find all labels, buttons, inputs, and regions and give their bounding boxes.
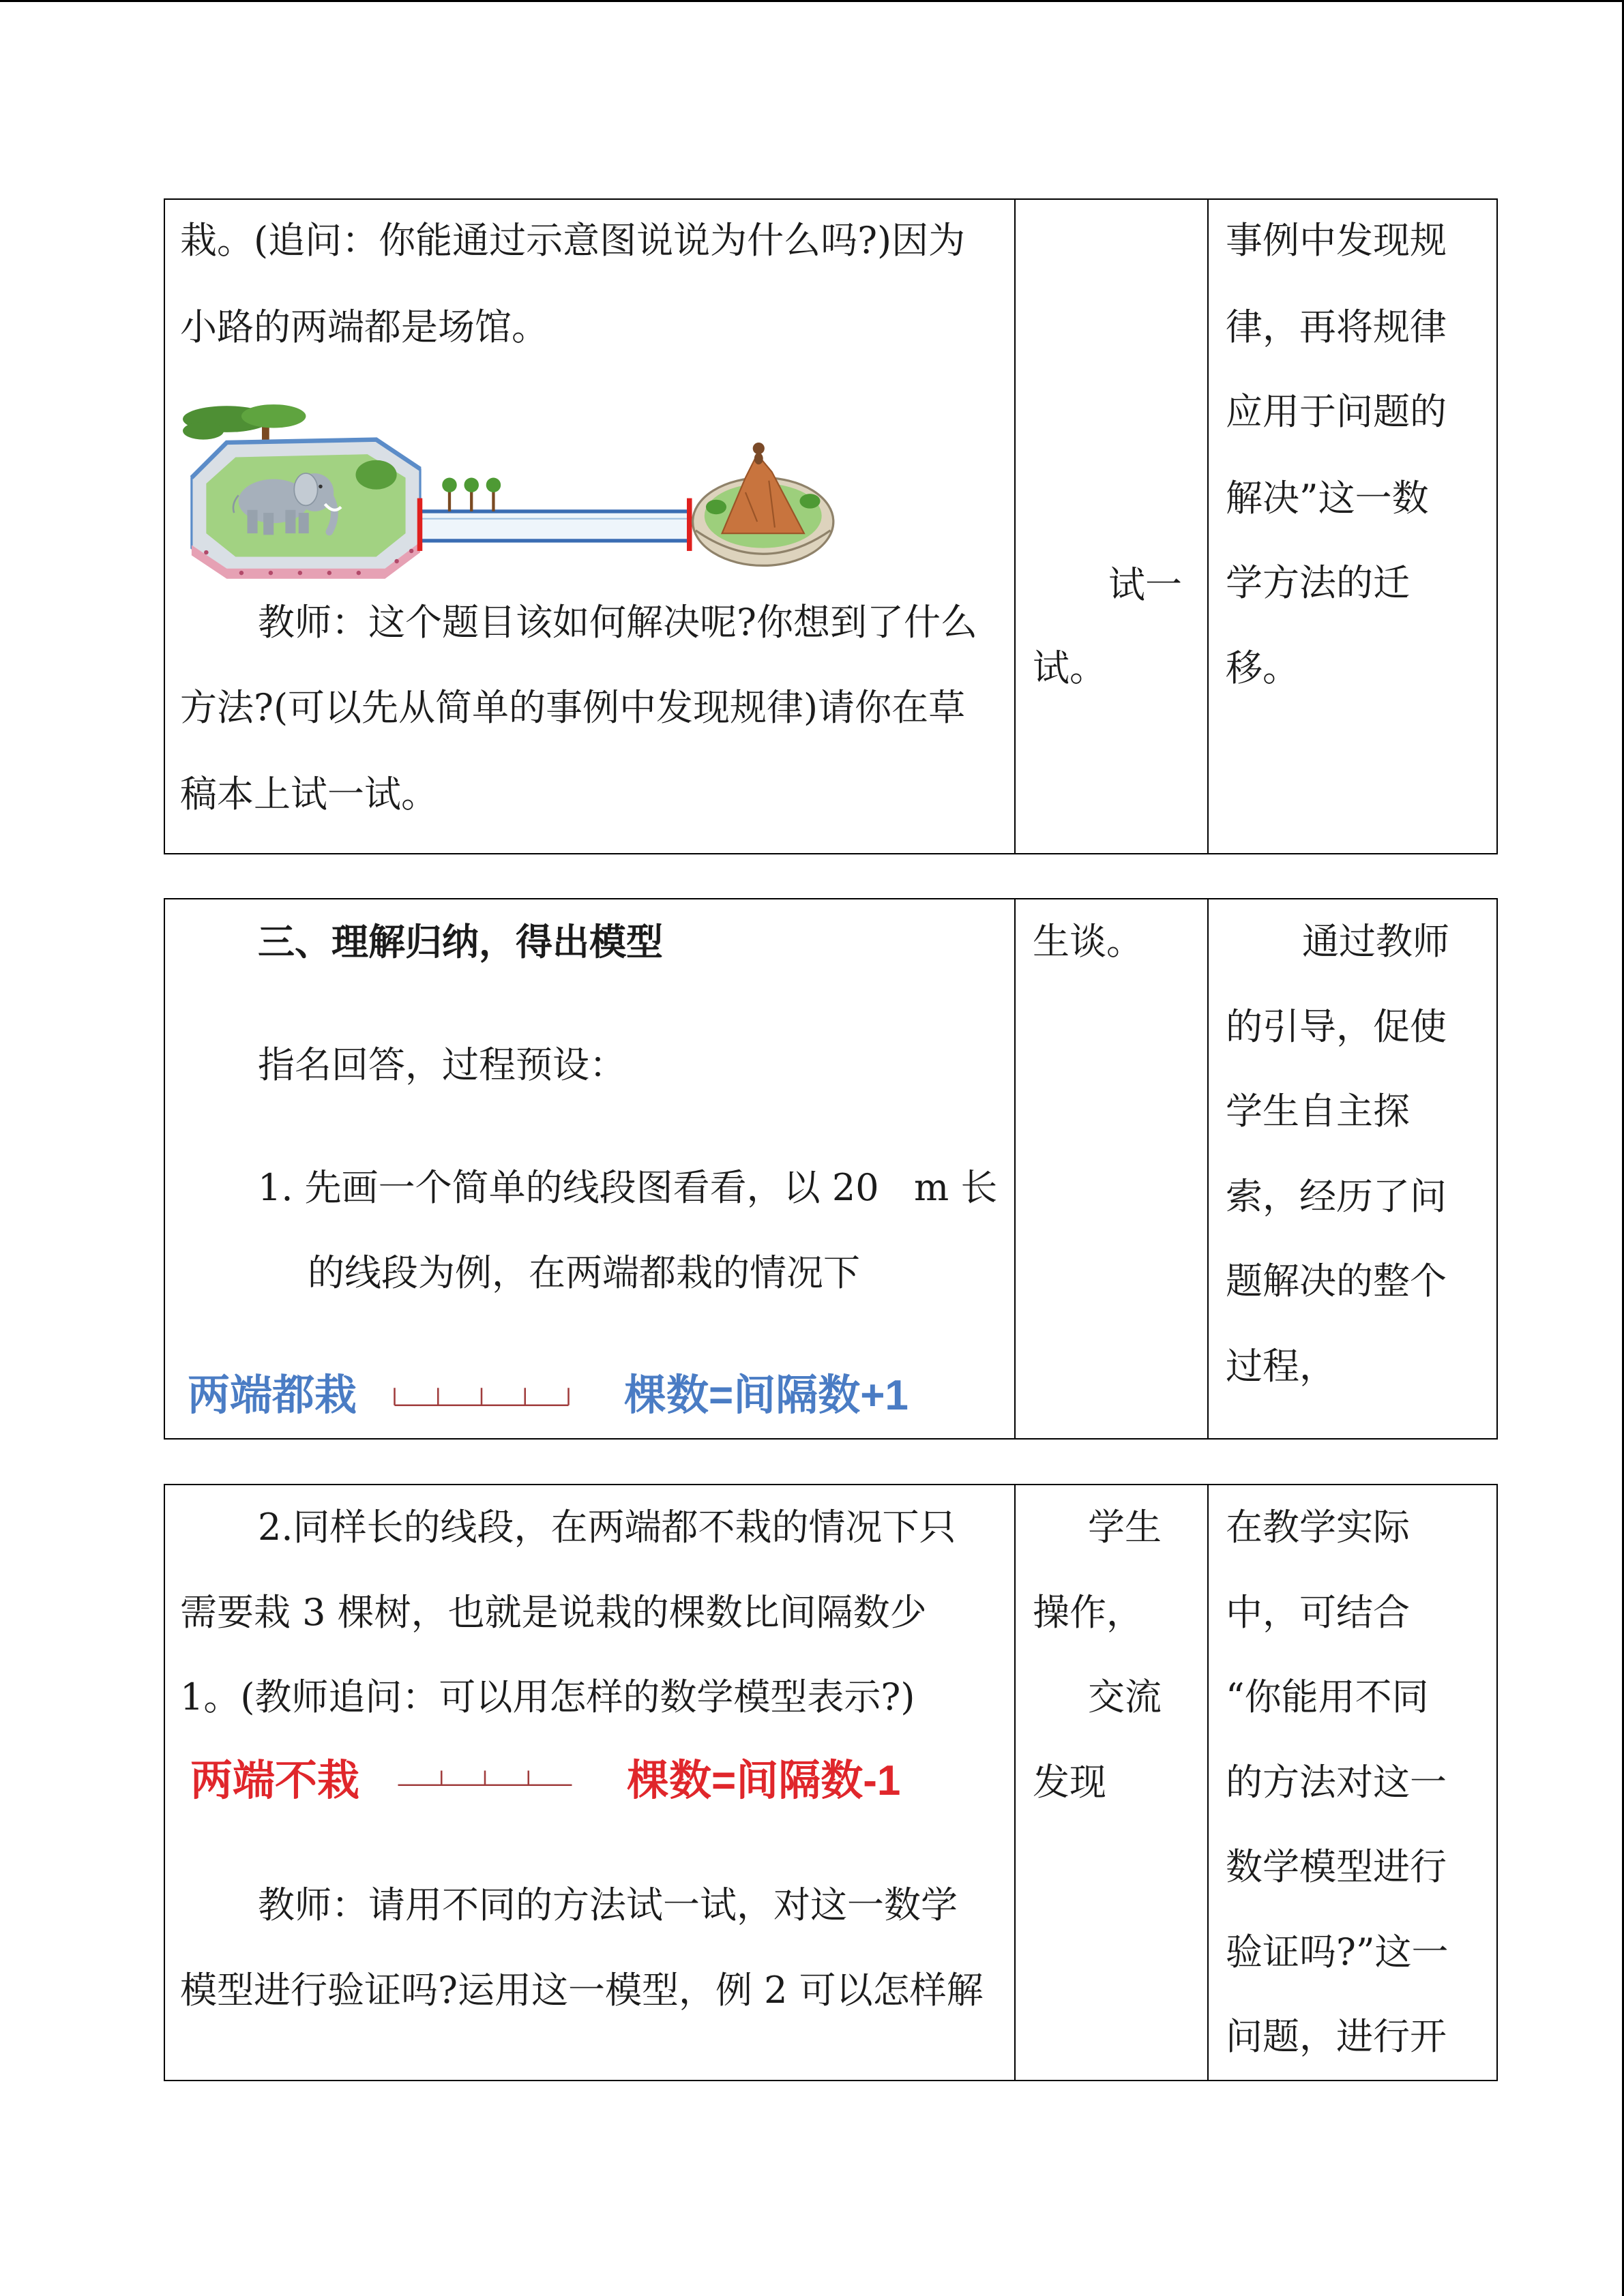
intent-text-line: 中，可结合 (1226, 1591, 1410, 1634)
intent-text-line: 学生自主探 (1226, 1090, 1410, 1133)
process-text-line: 需要栽 3 棵树，也就是说栽的棵数比间隔数少 (180, 1591, 927, 1634)
column-divider (1014, 1484, 1016, 2081)
process-text-line: 指名回答，过程预设： (258, 1043, 626, 1086)
column-divider (1207, 198, 1209, 854)
process-text-line: 稿本上试一试。 (180, 773, 438, 816)
intent-text-line: 过程， (1226, 1345, 1336, 1388)
student-text-line: 学生 (1088, 1506, 1162, 1549)
process-text-line: 教师：请用不同的方法试一试，对这一数学 (258, 1883, 958, 1926)
model-formula-plus-one: 棵数=间隔数+1 (624, 1372, 909, 1419)
process-text-line: 栽。(追问：你能通过示意图说说为什么吗?)因为 (180, 219, 966, 262)
intent-text-line: 通过教师 (1302, 920, 1449, 963)
process-text-line: 1. 先画一个简单的线段图看看，以 20 m 长 (258, 1166, 998, 1209)
intent-text-line: “你能用不同 (1226, 1675, 1429, 1718)
intent-text-line: 学方法的迁 (1226, 561, 1410, 604)
intent-text-line: 事例中发现规 (1226, 219, 1447, 262)
model-label-both-ends: 两端都栽 (188, 1372, 357, 1419)
intent-text-line: 解决”这一数 (1226, 477, 1429, 520)
process-text-line: 小路的两端都是场馆。 (180, 305, 548, 348)
student-text-line: 操作， (1033, 1591, 1143, 1634)
column-divider (1207, 898, 1209, 1440)
intent-text-line: 律，再将规律 (1226, 305, 1447, 348)
intent-text-line: 问题，进行开 (1226, 2015, 1447, 2058)
model-label-neither-end: 两端不栽 (190, 1757, 360, 1804)
road-icon (417, 478, 692, 551)
intent-text-line: 数学模型进行 (1226, 1845, 1447, 1888)
intent-text-line: 验证吗?”这一 (1226, 1930, 1449, 1973)
elephant-enclosure-icon (192, 440, 420, 579)
intent-text-line: 的引导，促使 (1226, 1005, 1447, 1048)
student-text-line: 试。 (1033, 646, 1106, 689)
model-formula-minus-one: 棵数=间隔数-1 (627, 1757, 901, 1804)
monkey-hill-enclosure-icon (693, 443, 833, 565)
intent-text-line: 在教学实际 (1226, 1506, 1410, 1549)
process-text-line: 方法?(可以先从简单的事例中发现规律)请你在草 (180, 686, 966, 729)
column-divider (1014, 198, 1016, 854)
section-heading: 三、理解归纳，得出模型 (258, 920, 663, 964)
process-text-line: 1。(教师追问：可以用怎样的数学模型表示?) (180, 1675, 915, 1718)
process-text-line: 教师：这个题目该如何解决呢?你想到了什么 (258, 601, 977, 644)
student-text-line: 生谈。 (1033, 920, 1143, 963)
student-text-line: 交流 (1088, 1675, 1162, 1718)
intent-text-line: 的方法对这一 (1226, 1761, 1447, 1804)
process-text-line: 的线段为例，在两端都栽的情况下 (308, 1251, 860, 1294)
column-divider (1014, 898, 1016, 1440)
student-text-line: 试一 (1108, 563, 1182, 606)
process-text-line: 2.同样长的线段，在两端都不栽的情况下只 (258, 1506, 956, 1549)
process-text-line: 模型进行验证吗?运用这一模型，例 2 可以怎样解 (180, 1969, 984, 2012)
segment-diagram-both-ends (392, 1385, 571, 1408)
park-road-illustration (183, 404, 835, 580)
intent-text-line: 题解决的整个 (1226, 1259, 1447, 1302)
segment-diagram-neither-end (396, 1765, 574, 1788)
intent-text-line: 索，经历了问 (1226, 1175, 1447, 1218)
column-divider (1207, 1484, 1209, 2081)
intent-text-line: 移。 (1226, 646, 1299, 689)
intent-text-line: 应用于问题的 (1226, 390, 1447, 433)
student-text-line: 发现 (1033, 1761, 1106, 1804)
